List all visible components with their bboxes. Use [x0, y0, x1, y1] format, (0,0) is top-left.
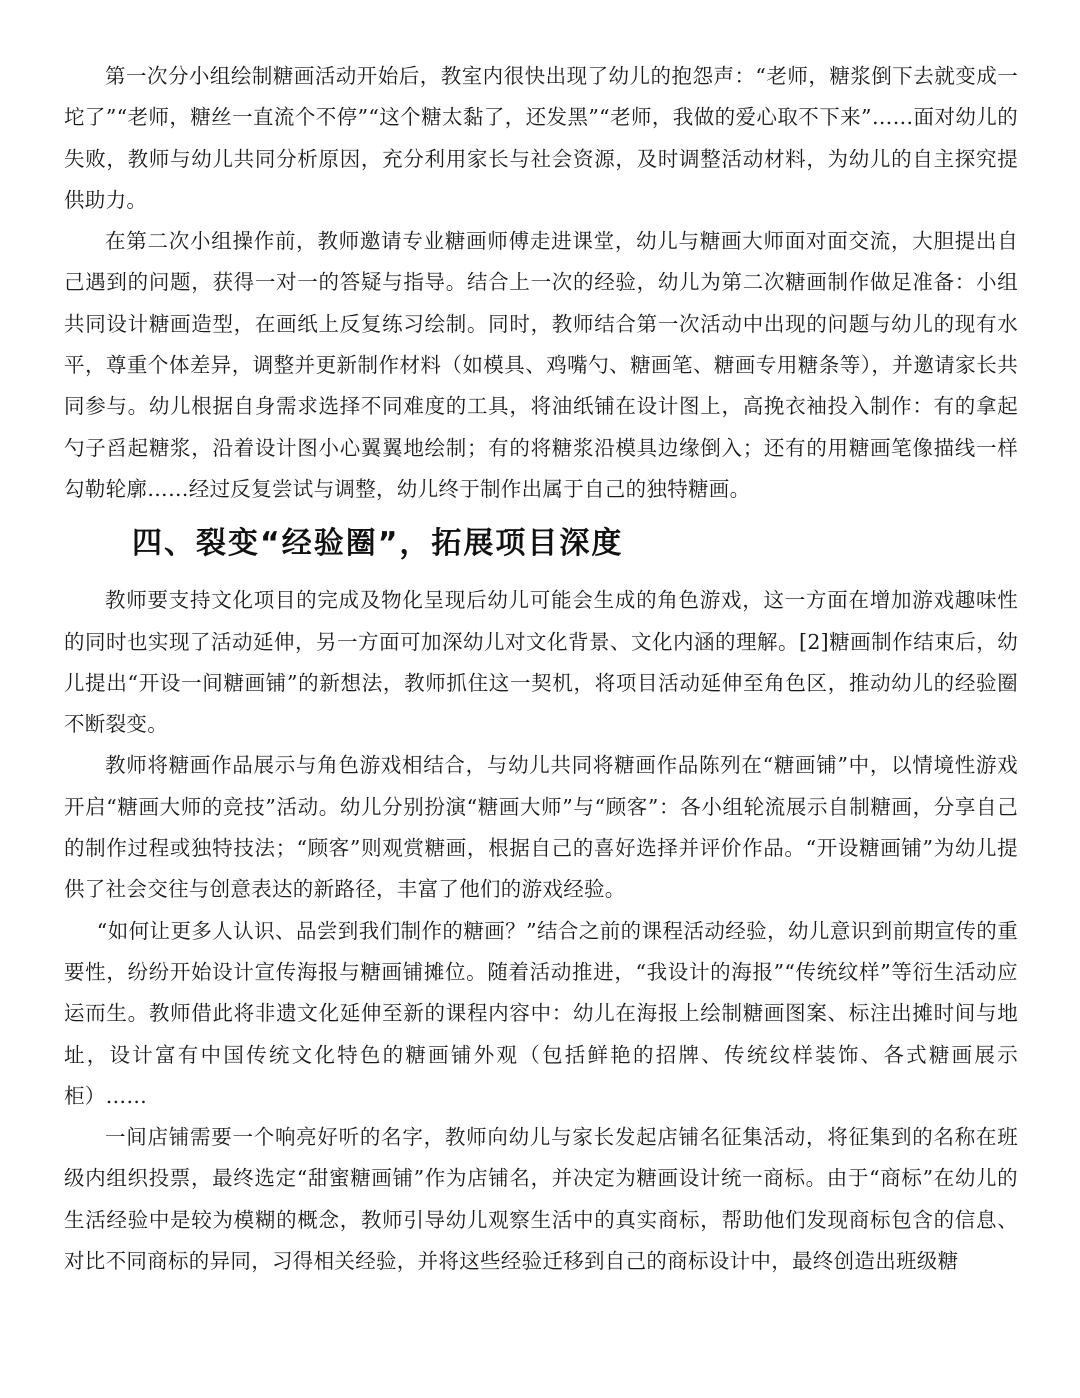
paragraph-second-group-activity: 在第二次小组操作前，教师邀请专业糖画师傅走进课堂，幼儿与糖画大师面对面交流，大胆提出自己遇到的问题，获得一对一的答疑与指导。结合上一次的经验，幼儿为第二次糖画制作做足准备：小组共同设计糖画造型，在画纸上反复练习绘制。同时，教师结合第一次活动中出现的问题与幼儿的现有水平，尊重个体差异，调整并更新制作材料（如模具、鸡嘴勺、糖画笔、糖画专用糖条等），并邀请家长共同参与。幼儿根据自身需求选择不同难度的工具，将油纸铺在设计图上，高挽衣袖投入制作：有的拿起勺子舀起糖浆，沿着设计图小心翼翼地绘制；有的将糖浆沿模具边缘倒入；还有的用糖画笔像描线一样勾勒轮廓……经过反复尝试与调整，幼儿终于制作出属于自己的独特糖画。 [64, 229, 1018, 501]
paragraph-shop-name-trademark: 一间店铺需要一个响亮好听的名字，教师向幼儿与家长发起店铺名征集活动，将征集到的名称在班级内组织投票，最终选定“甜蜜糖画铺”作为店铺名，并决定为糖画设计统一商标。由于“商标”在幼儿的生活经验中是较为模糊的概念，教师引导幼儿观察生活中的真实商标，帮助他们发现商标包含的信息、对比不同商标的异同，习得相关经验，并将这些经验迁移到自己的商标设计中，最终创造出班级糖 [64, 1125, 1018, 1274]
paragraph-candy-shop-game: 教师将糖画作品展示与角色游戏相结合，与幼儿共同将糖画作品陈列在“糖画铺”中，以情境性游戏开启“糖画大师的竞技”活动。幼儿分别扮演“糖画大师”与“顾客”：各小组轮流展示自制糖画，分享自己的制作过程或独特技法；“顾客”则观赏糖画，根据自己的喜好选择并评价作品。“开设糖画铺”为幼儿提供了社会交往与创意表达的新路径，丰富了他们的游戏经验。 [64, 753, 1018, 902]
paragraph-role-play-extension: 教师要支持文化项目的完成及物化呈现后幼儿可能会生成的角色游戏，这一方面在增加游戏趣味性的同时也实现了活动延伸，另一方面可加深幼儿对文化背景、文化内涵的理解。[2]糖画制作结束后，幼儿提出“开设一间糖画铺”的新想法，教师抓住这一契机，将项目活动延伸至角色区，推动幼儿的经验圈不断裂变。 [64, 588, 1018, 737]
document-page [64, 56, 1018, 1282]
paragraph-promotion-posters: “如何让更多人认识、品尝到我们制作的糖画？”结合之前的课程活动经验，幼儿意识到前期宣传的重要性，纷纷开始设计宣传海报与糖画铺摊位。随着活动推进，“我设计的海报”“传统纹样”等衍生活动应运而生。教师借此将非遗文化延伸至新的课程内容中：幼儿在海报上绘制糖画图案、标注出摊时间与地址，设计富有中国传统文化特色的糖画铺外观（包括鲜艳的招牌、传统纹样装饰、各式糖画展示柜）…… [64, 918, 1018, 1108]
paragraph-first-group-activity: 第一次分小组绘制糖画活动开始后，教室内很快出现了幼儿的抱怨声：“老师，糖浆倒下去就变成一坨了”“老师，糖丝一直流个不停”“这个糖太黏了，还发黑”“老师，我做的爱心取不下来”……面对幼儿的失败，教师与幼儿共同分析原因，充分利用家长与社会资源，及时调整活动材料，为幼儿的自主探究提供助力。 [64, 64, 1018, 212]
section-heading: 四、裂变“经验圈”，拓展项目深度 [132, 526, 624, 562]
